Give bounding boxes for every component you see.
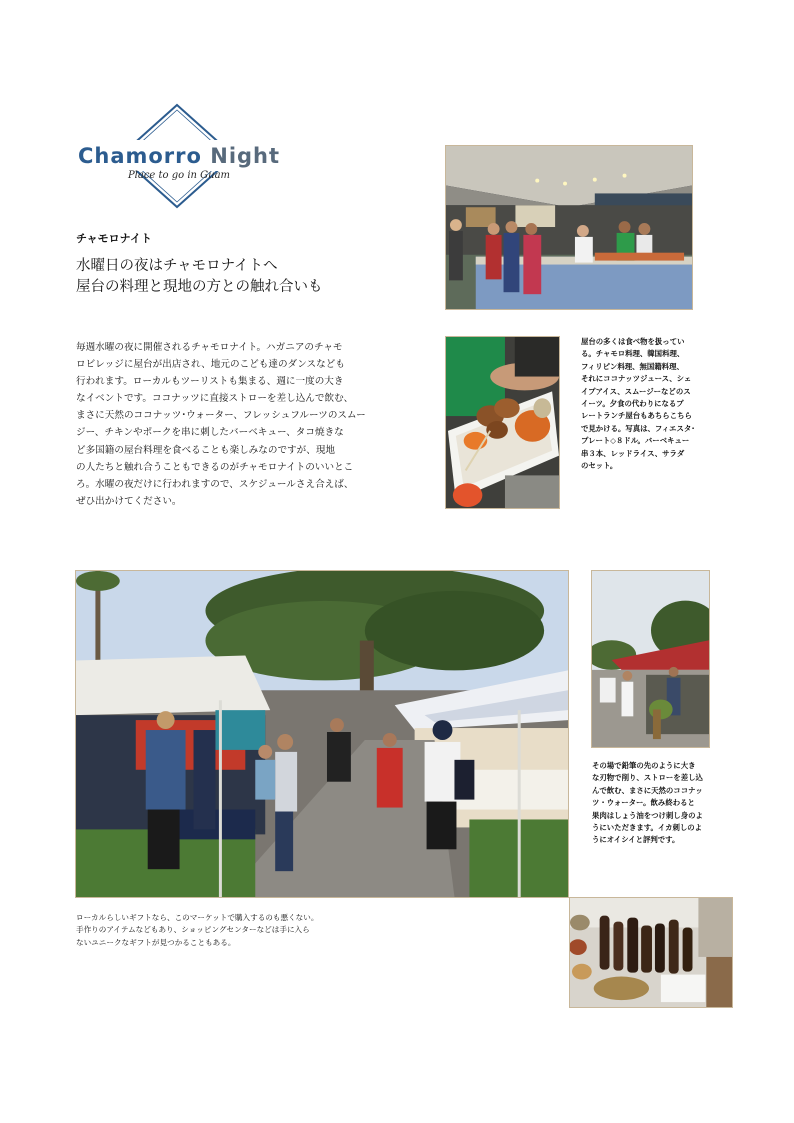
photo-craft-goods <box>569 897 733 1008</box>
caption-line: んで飲む、まさに天然のココナッ <box>592 785 703 795</box>
chamorro-night-logo <box>74 102 284 210</box>
caption-food <box>581 336 695 472</box>
body-line: ぜひ出かけてください。 <box>76 495 182 507</box>
logo-title <box>74 144 284 168</box>
caption-line: 串３本、レッドライス、サラダ <box>581 448 685 458</box>
caption-line: 屋台の多くは食べ物を扱ってい <box>581 337 685 346</box>
photo-coconut-stand <box>591 570 710 748</box>
caption-line: それにココナッツジュース、シェ <box>581 374 692 384</box>
caption-line: な刃物で削り、ストローを差し込 <box>592 773 703 783</box>
caption-line: ローカルらしいギフトなら、このマーケットで購入するのも悪くない。 <box>76 913 319 922</box>
caption-line: 手作りのアイテムなどもあり、ショッピングセンターなどは手に入ら <box>76 925 310 935</box>
caption-line: イーツ。夕食の代わりになるプ <box>581 399 684 409</box>
caption-line: うにオイシイと評判です。 <box>592 835 680 845</box>
body-line: なイベントです。ココナッツに直接ストローを差し込んで飲む、 <box>76 393 354 405</box>
logo-title-part1: Chamorro <box>77 144 202 168</box>
body-line: ろ。水曜の夜だけに行われますので、スケジュールさえ合えば、 <box>76 478 354 490</box>
caption-line: プレート◇８ドル。バーベキュー <box>581 436 690 446</box>
caption-line: フィリピン料理、無国籍料理、 <box>581 361 684 371</box>
photo-fiesta-plate <box>445 336 560 509</box>
body-line: ジー、チキンやポークを串に刺したバーベキュー、タコ焼きな <box>76 427 344 439</box>
page-headline <box>76 256 323 298</box>
caption-line: る。チャモロ料理、韓国料理、 <box>581 349 685 359</box>
caption-line: イプアイス、スムージーなどのス <box>581 386 691 396</box>
section-label: チャモロナイト <box>76 232 152 245</box>
headline-line: 水曜日の夜はチャモロナイトへ <box>76 258 278 274</box>
body-line: ど多国籍の屋台料理を食べることも楽しみなのですが、現地 <box>76 444 336 456</box>
photo-night-market-tent <box>445 145 693 310</box>
body-line: の人たちと触れ合うこともできるのがチャモロナイトのいいとこ <box>76 461 354 473</box>
body-line: 行われます。ローカルもツーリストも集まる、週に一度の大き <box>76 376 344 388</box>
body-line: ロビレッジに屋台が出店され、地元のこども達のダンスなども <box>76 359 345 371</box>
body-paragraph <box>76 339 366 510</box>
caption-line: 果肉はしょう油をつけ刺し身のよ <box>592 810 703 820</box>
caption-line: うにいただきます。イカ刺しのよ <box>592 823 703 833</box>
caption-line: レートランチ屋台もあちらこちら <box>581 411 692 421</box>
photo-market-street <box>75 570 569 898</box>
caption-market <box>76 912 318 949</box>
body-line: 毎週水曜の夜に開催されるチャモロナイト。ハガニアのチャモ <box>76 342 343 353</box>
logo-title-part2: Night <box>210 144 281 168</box>
caption-line: ツ・ウォーター。飲み終わると <box>592 798 695 808</box>
caption-line: のセット。 <box>581 461 618 471</box>
caption-line: ないユニークなギフトが見つかることもある。 <box>76 937 236 947</box>
headline-line: 屋台の料理と現地の方との触れ合いも <box>76 279 323 295</box>
body-line: まさに天然のココナッツ･ウォーター、フレッシュフルーツのスムー <box>76 410 366 422</box>
caption-line: その場で鉛筆の先のように大き <box>592 761 696 770</box>
logo-subtitle: Place to go in Guam <box>127 170 231 181</box>
caption-line: で見かける。写真は、フィエスタ･ <box>581 423 695 433</box>
caption-coconut <box>592 760 703 847</box>
